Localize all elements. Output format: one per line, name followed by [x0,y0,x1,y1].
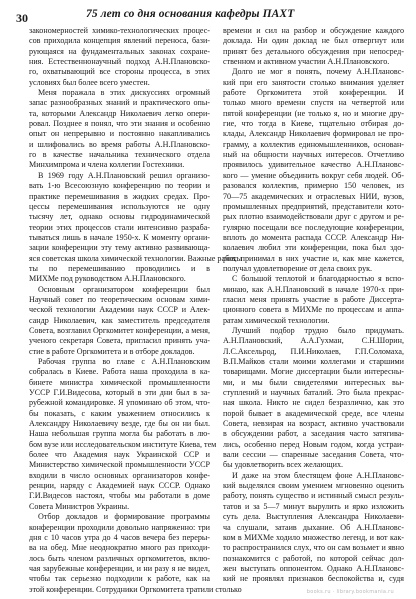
text-line: УССР Г.И.Видесова, который в эти дни был в за- [29,388,210,398]
text-line: теории этих процессов стали интенсивно разраба- [29,222,210,232]
text-line: А.Н.Плановский, А.А.Гухман, С.Н.Шорин, [223,336,404,346]
text-line: ком в МИХМе ходило множество легенд, и вот как- [223,532,404,542]
text-line: ученого секретаря Совета, пригласил принять уча- [29,336,210,346]
text-line: гие, что тогда в Киеве, тщательно отбирая до- [223,119,404,129]
text-line: конференции проходили довольно напряженно: три [29,522,210,532]
text-line: разовался коллектив, примерно 150 человек, из [223,181,404,191]
text-line: более что Академия наук Украинской ССР и [29,450,210,460]
text-line: ческой технологии Академии наук СССР и Алек- [29,305,210,315]
text-line: ступлений и научных баталий. Это была прекрас- [223,388,404,398]
left-column [29,26,243,595]
text-line: закономерностей химико-технологических процес- [29,26,210,35]
text-line: лось быть членом различных оргкомитетов, вклю- [29,553,210,563]
text-line: суть дела. Выступления Александра Николаеви- [223,512,404,522]
text-line: дня с 10 часов утра до 4 часов вечера без переры- [29,532,210,542]
text-line: зации конференции эту тему активно развивающа- [29,243,210,253]
text-line: В 1969 году А.Н.Плановский решил организо- [38,170,210,180]
text-line: В.П.Майков стали моими коллегами и старшими [223,357,404,366]
text-line: сандр Николаевич, как заместитель председателя [29,315,210,325]
text-line: рубежной командировке. Я упоминаю об этом, что- [29,398,210,408]
text-line: ров, принимал в них участие и, как мне кажется, [223,253,404,263]
text-line: Рабочая группа во главе с А.Н.Плановским [38,357,210,366]
text-line: опыт он непрерывно и постоянно накапливались [29,129,210,139]
text-line: Совета Министров Украины. [29,501,130,511]
text-line: сов приходила концепция явлений переноса, бази- [29,36,210,46]
text-line: запас разнообразных знаний и практического опы- [29,98,210,108]
text-line: Меня поражала в этих дискуссиях огромный [38,88,210,98]
text-line: тываться лишь в начале 1950-х. К моменту органи- [29,232,210,242]
text-line: бом вузе или исследовательском институте Киева, тем [29,439,217,449]
text-line: вали сессии — спаренные заседания Совета, что- [223,450,404,460]
text-line: ренции, наряду с Академией наук СССР. Однако [29,481,210,491]
text-line: ная школа. Никто не сидел безразлично, как это [223,398,404,408]
text-line: проявилось удивительное качество А.Н.Плановс- [223,160,404,170]
text-line: минаю, как А.Н.Плановский в начале 1970-х при- [223,284,404,294]
text-line: кого — умение объединить вокруг себя людей. Об- [223,170,404,180]
text-line: познакомится с работой, по которой сейчас дол- [223,553,404,563]
text-line: ственном и активном участии А.Н.Плановского. [223,57,390,67]
text-line: ционного совета в МИХМе по процессам и аппа- [223,305,404,315]
text-line: МИХМе под руководством А.Н.Плановского. [29,274,186,284]
text-line: чтобы так серьезно подходили к работе, как на [29,574,210,584]
running-title: 75 лет со дня основания кафедры ПАХТ [86,8,295,20]
text-line: Л.С.Аксельрод, П.И.Николаев, Г.П.Соломаха, [223,346,404,356]
text-line: грамму, а коллектив единомышленников, основан- [223,139,404,149]
text-line: цессы перемешивания используются не одну [29,201,210,211]
text-line: вать 1-ю Всесоюзную конференцию по теории и [29,181,210,191]
text-line: Отбор докладов и формирование программы [38,512,210,522]
text-line: бы удовлетворить всех желающих. [223,460,344,470]
text-line: Лучший подбор трудно было придумать. [232,325,404,335]
text-line: товарищами. Могие диссертации были интересны- [223,367,404,377]
text-line: ратам химической технологии. [223,315,330,325]
text-line: ты по перемешиванию проводились и в [29,263,210,273]
text-line: входили в число основных организаторов конфе- [29,470,210,480]
text-line: ровал. Позднее я понял, что эти знания и особенно [29,119,210,129]
text-line: Долго не мог я понять, почему А.Н.Плановс- [232,67,404,77]
text-line: ния. Естественнонаучный подход А.Н.Плановско- [29,57,210,67]
text-line: гулярно посещали все последующие конференции, [223,222,404,232]
text-line: татов и за 5—7 минут вырулить и ярко изложить [223,501,404,511]
text-line: в обсуждении работ, а заседания часто затягива- [223,429,404,439]
text-line: времени и сил на разбор и обсуждение каждого [223,26,404,35]
text-line: принят без детального обсуждения при непосред- [223,46,404,56]
text-line: го в качестве начальника технического отдела [29,150,210,160]
text-line: кий не проявлял признаков беспокойства и, судя [223,574,404,584]
text-line: гласил меня принять участие в работе Диссерта- [223,294,404,304]
page-header [0,8,416,24]
text-line: кий выделялся своим умением мгновенно оценить [223,481,404,491]
text-line: яся советская школа химической технологии. Важные работы [29,253,243,263]
text-line: Наша небольшая группа могла бы работать в лю- [29,429,210,439]
text-line: получал удовлетворение от дела своих рук. [223,263,373,273]
text-line: та, которыми Александр Николаевич легко опери- [29,108,210,118]
text-line: стие в работе Оргкомитета и в отборе докладов. [29,346,195,356]
text-line: ми, и мы были свидетелями интересных вы- [223,377,404,387]
text-line: ный на общности научных интересов. Отчетливо [223,150,404,160]
text-line: Министерство химической промышленности УССР [29,460,210,470]
text-line: Александру Николаевичу везде, где бы он ни был. [29,419,210,429]
text-line: Основным организатором конференции был [38,284,210,294]
text-line: лись, особенно перед Новым годом, когда устраи- [223,439,404,449]
text-line: жен выступать оппонентом. Однако А.Н.Плановс- [223,563,404,573]
text-line: И даже на этом блестящем фоне А.Н.Плановс- [232,470,404,480]
text-line: рых плотно взаимодействовали друг с другом и ре- [223,212,404,222]
text-line: промышленных предприятий, представители кото- [223,201,404,211]
text-line: ва на обед. Мне неоднократно много раз приходи- [29,543,210,553]
text-line: бинете министра химической промышленности [29,377,210,387]
text-line: рующаяся на фундаментальных законах сохране- [29,46,210,56]
text-line: условиях был более всего уместен. [29,77,150,87]
text-line: то распространился слух, что он сам возьмет и явно [223,543,404,553]
text-line: С большой теплотой и благодарностью я вспо- [232,274,404,284]
text-line: Г.И.Видесов настоял, чтобы мы работали в доме [29,491,210,501]
text-line: Научный совет по теоретическим основам хими- [29,294,210,304]
text-line: доклада. Ни один доклад не был отвергнут или [223,36,404,46]
text-line: клады, Александр Николаевич формировал не про- [223,129,404,139]
text-line: Минхимпрома и члена коллегии Гостехники. [29,160,185,170]
text-line: 70—75 академических и отраслевых НИИ, вузов, [223,191,404,201]
text-line: этой конференции. Сотрудники Оргкомитета тратили столько [29,584,242,594]
watermark: books.ru · library.bookmania.ru [306,589,394,595]
text-line: ча слушали, затаив дыхание. Об А.Н.Плановс- [223,522,404,532]
text-line: пятой конференции (не только я, но и многие дру- [223,108,404,118]
text-line: порой бывает в академической среде, все члены [223,408,404,418]
text-line: кий при его занятости столько внимания уделяет [223,77,404,87]
text-line: чая зарубежные конференции, и ни разу я не видел, [29,563,210,573]
text-line: го, охватывающий все стороны процесса, в этих [29,67,210,77]
text-line: и шлифовались во время работы А.Н.Плановско- [29,139,210,149]
text-line: тысячу лет, однако основы гидродинамической [29,212,210,222]
text-line: работе Оргкомитета этой конференции. И [223,88,404,98]
text-line: работу, понять существо и истинный смысл резуль- [223,491,404,501]
text-line: Совета, невзирая на возраст, активно участвовали [223,419,404,429]
text-line: Совета, возглавил Оргкомитет конференции, а меня, [29,325,210,335]
text-line: вплоть до момента распада СССР. Александр Ни- [223,232,404,242]
right-column [223,26,404,585]
text-line: только много времени спустя на четвертой или [223,98,404,108]
text-line: практике перемешивания в жидких средах. Про- [29,191,210,201]
text-line: колаевич любил эти конференции, пока был здо- [223,243,404,253]
text-line: бы показать, с каким уважением относились к [29,408,210,418]
page-number: 30 [16,11,28,25]
text-line: собралась в Киеве. Работа наша проходила в ка- [29,367,210,377]
